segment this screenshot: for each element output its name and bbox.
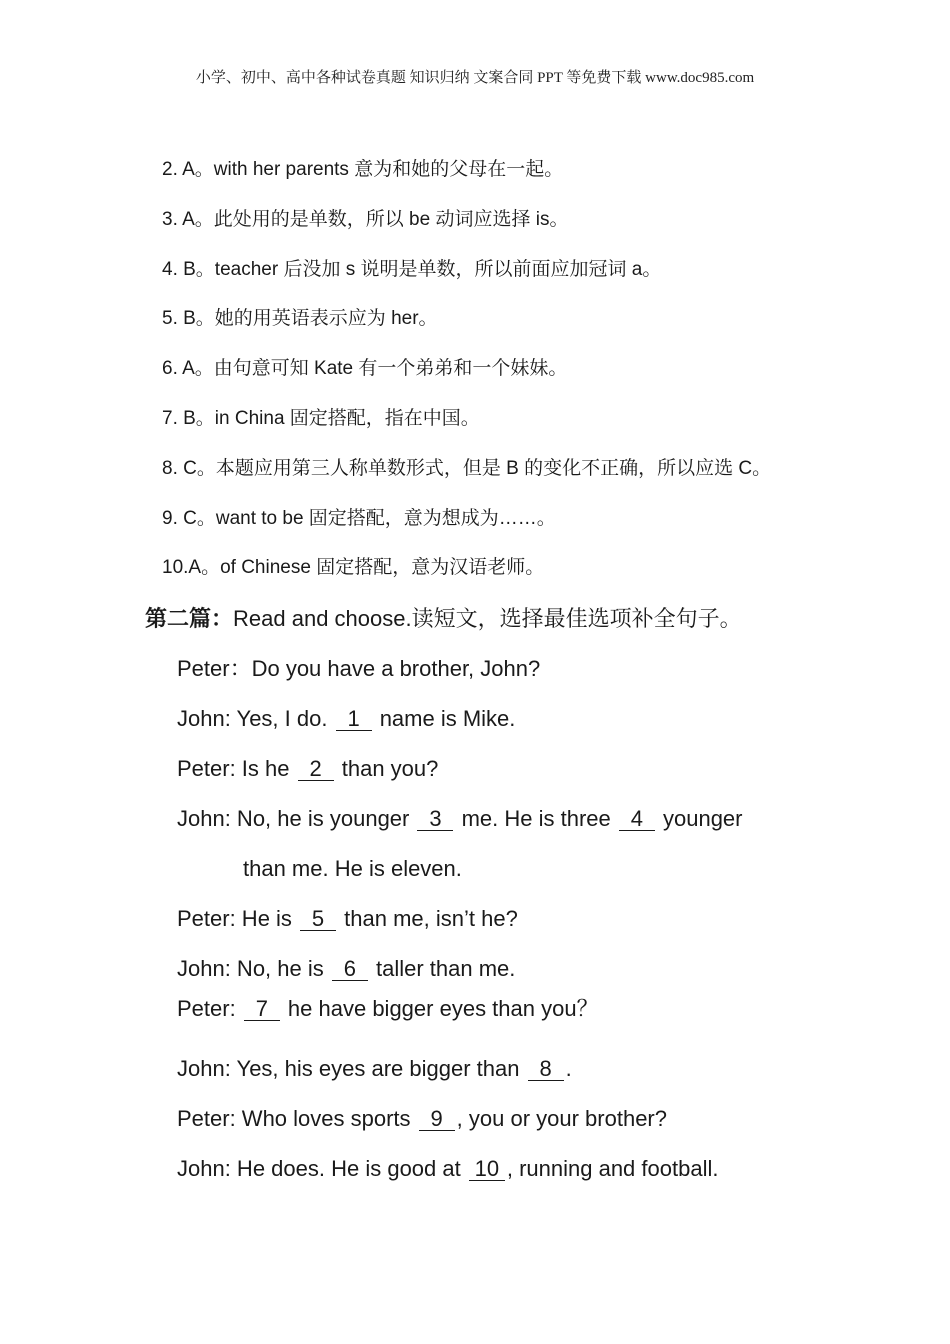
dialog-text: John: No, he is younger <box>177 806 416 831</box>
dialog-line <box>177 1148 877 1198</box>
blank-5: 5 <box>300 908 336 931</box>
blank-1: 1 <box>336 708 372 731</box>
dialog-line <box>177 898 877 948</box>
section-label: 第二篇： <box>145 606 234 631</box>
dialog-text: he have bigger eyes than you？ <box>281 996 599 1021</box>
dialog-text: younger <box>656 806 743 831</box>
answer-item: 5. B。她的用英语表示应为 her。 <box>162 308 438 330</box>
dialog-text: John: No, he is <box>177 956 330 981</box>
dialog-text: Peter: Who loves sports <box>177 1106 417 1131</box>
answer-item: 10.A。of Chinese 固定搭配，意为汉语老师。 <box>162 557 545 579</box>
page-header: 小学、初中、高中各种试卷真题 知识归纳 文案合同 PPT 等免费下载 www.doc985.com <box>195 70 755 86</box>
answer-item: 9. C。want to be 固定搭配，意为想成为……。 <box>162 507 556 529</box>
dialog-line <box>177 748 877 798</box>
dialog-line <box>177 698 877 748</box>
dialog-text: . <box>565 1056 572 1081</box>
dialog-text: , running and football. <box>506 1156 719 1181</box>
dialog-line <box>177 648 877 698</box>
dialog-text: John: Yes, his eyes are bigger than <box>177 1056 526 1081</box>
answer-item: 2. A。with her parents 意为和她的父母在一起。 <box>162 159 564 180</box>
dialog-line <box>177 848 877 898</box>
answer-key <box>162 150 771 598</box>
section-instruction: Read and choose.读短文，选择最佳选项补全句子。 <box>233 606 742 631</box>
answer-item: 6. A。由句意可知 Kate 有一个弟弟和一个妹妹。 <box>162 358 568 380</box>
blank-2: 2 <box>298 758 334 781</box>
dialog-text: Peter: Is he <box>177 756 296 781</box>
dialog-text: taller than me. <box>369 956 516 981</box>
dialog-text: than me. He is eleven. <box>243 856 462 881</box>
dialog-line <box>177 798 877 848</box>
dialog-text: Peter：Do you have a brother, John? <box>177 656 541 681</box>
dialog-line <box>177 948 877 988</box>
blank-8: 8 <box>528 1058 564 1081</box>
dialog-text: me. He is three <box>455 806 617 831</box>
blank-3: 3 <box>417 808 453 831</box>
dialog-passage <box>177 648 877 1198</box>
dialog-line <box>177 1098 877 1148</box>
answer-item: 7. B。in China 固定搭配，指在中国。 <box>162 407 480 429</box>
answer-item: 4. B。teacher 后没加 s 说明是单数，所以前面应加冠词 a。 <box>162 258 662 280</box>
dialog-text: than me, isn’t he? <box>338 906 518 931</box>
dialog-text: , you or your brother? <box>456 1106 667 1131</box>
blank-10: 10 <box>469 1158 505 1181</box>
dialog-line <box>177 1048 877 1098</box>
blank-4: 4 <box>619 808 655 831</box>
dialog-line <box>177 988 877 1048</box>
blank-6: 6 <box>332 958 368 981</box>
answer-item: 3. A。此处用的是单数，所以 be 动词应选择 is。 <box>162 208 569 230</box>
answer-item: 8. C。本题应用第三人称单数形式，但是 B 的变化不正确，所以应选 C。 <box>162 457 772 479</box>
section-title <box>145 602 742 633</box>
dialog-text: than you? <box>335 756 439 781</box>
dialog-text: John: Yes, I do. <box>177 706 334 731</box>
dialog-text: Peter: He is <box>177 906 299 931</box>
dialog-text: Peter: <box>177 996 242 1021</box>
dialog-text: John: He does. He is good at <box>177 1156 467 1181</box>
blank-7: 7 <box>244 998 280 1021</box>
dialog-text: name is Mike. <box>373 706 516 731</box>
blank-9: 9 <box>419 1108 455 1131</box>
